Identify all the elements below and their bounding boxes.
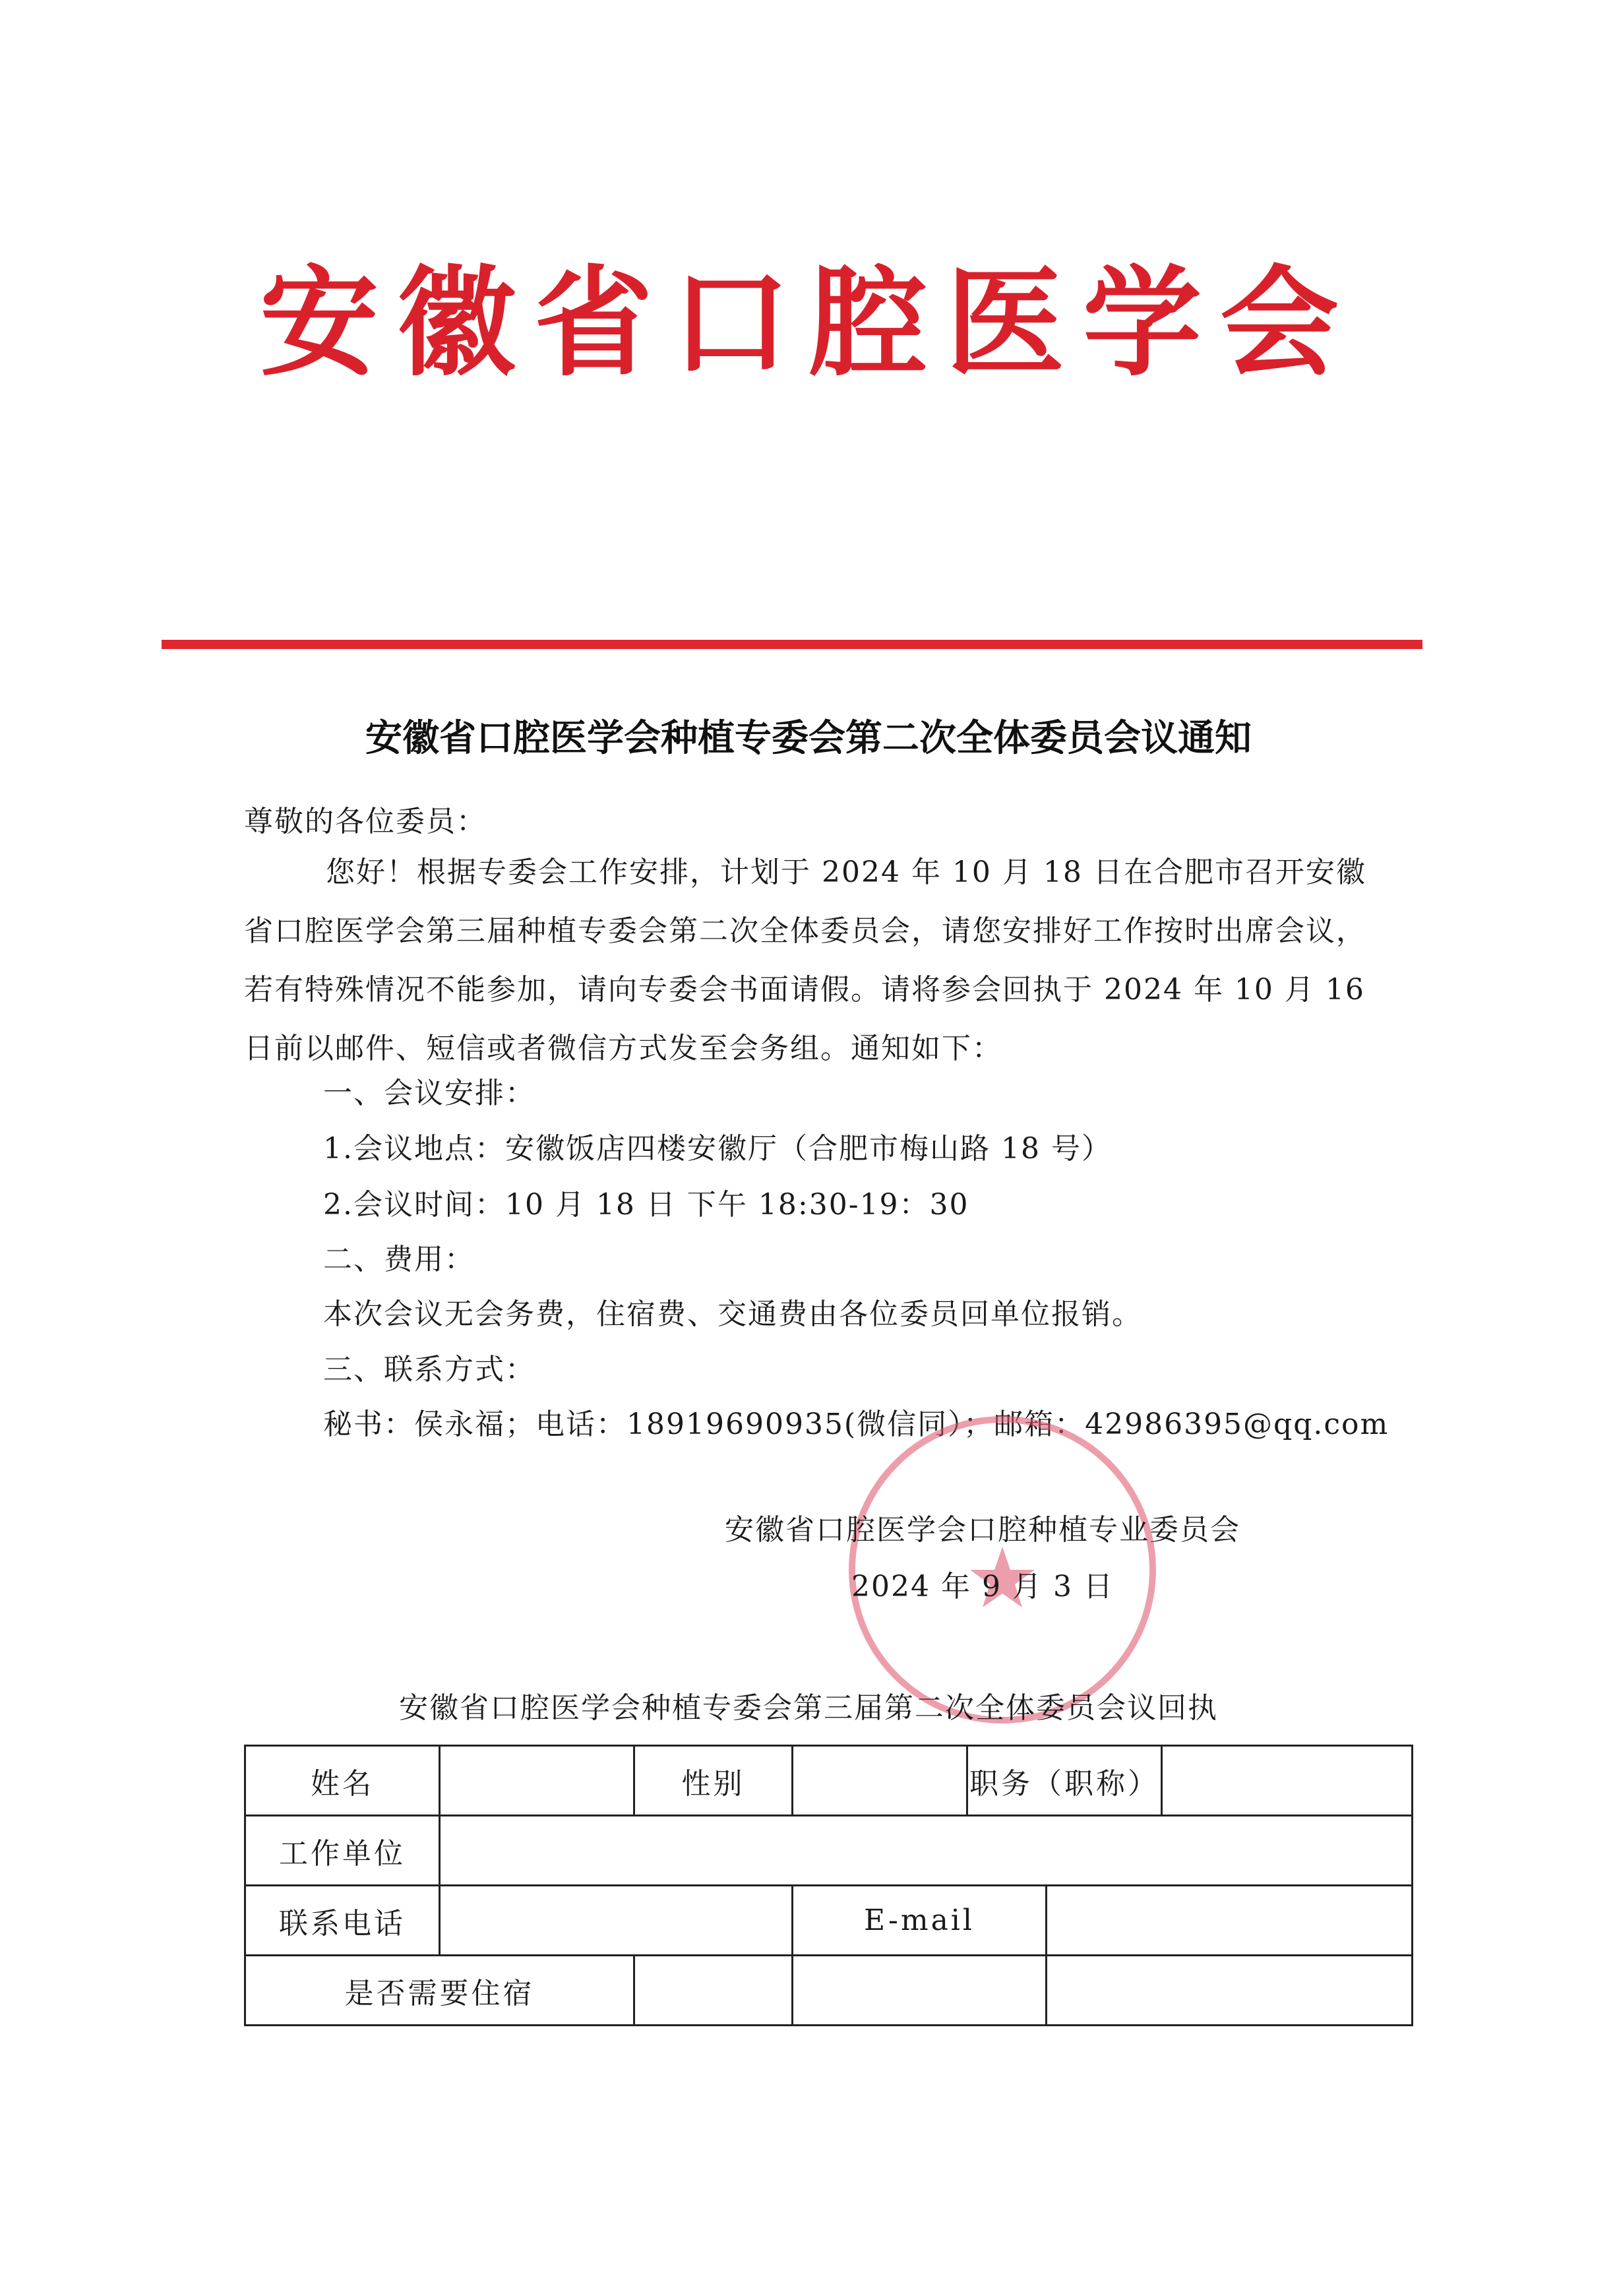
- notice-title: 安徽省口腔医学会种植专委会第二次全体委员会议通知: [365, 717, 1252, 760]
- position-label: 职务（职称）: [967, 1746, 1162, 1816]
- venue-item: 1.会议地点：安徽饭店四楼安徽厅（合肥市梅山路 18 号）: [323, 1132, 1112, 1165]
- fee-text: 本次会议无会务费，住宿费、交通费由各位委员回单位报销。: [323, 1297, 1142, 1331]
- name-label: 姓名: [245, 1746, 440, 1816]
- work-unit-label: 工作单位: [245, 1816, 440, 1886]
- section3-heading: 三、联系方式：: [323, 1353, 535, 1386]
- contact-line: 秘书：侯永福；电话：18919690935(微信同）；邮箱：42986395@qq.com: [323, 1408, 1389, 1441]
- lodging-cell-1[interactable]: [634, 1956, 793, 2026]
- gender-cell[interactable]: [793, 1746, 967, 1816]
- gender-label: 性别: [634, 1746, 793, 1816]
- work-unit-cell[interactable]: [440, 1816, 1413, 1886]
- lodging-cell-3[interactable]: [1047, 1956, 1413, 2026]
- receipt-title: 安徽省口腔医学会种植专委会第三届第二次全体委员会议回执: [399, 1691, 1218, 1725]
- phone-label: 联系电话: [245, 1886, 440, 1956]
- org-header: 安徽省口腔医学会: [259, 253, 1357, 392]
- phone-cell[interactable]: [440, 1886, 793, 1956]
- receipt-table: [244, 1745, 1413, 2026]
- position-cell[interactable]: [1162, 1746, 1413, 1816]
- red-divider: [162, 640, 1422, 649]
- name-cell[interactable]: [440, 1746, 634, 1816]
- section2-heading: 二、费用：: [323, 1243, 475, 1276]
- time-item: 2.会议时间：10 月 18 日 下午 18:30-19：30: [323, 1188, 969, 1222]
- signature-org: 安徽省口腔医学会口腔种植专业委员会: [725, 1513, 1240, 1547]
- salutation: 尊敬的各位委员：: [244, 805, 487, 838]
- table-row: [245, 1816, 1413, 1886]
- table-row: [245, 1886, 1413, 1956]
- signature-date: 2024 年 9 月 3 日: [851, 1570, 1114, 1603]
- section1-heading: 一、会议安排：: [323, 1076, 535, 1110]
- lodging-cell-2[interactable]: [793, 1956, 1047, 2026]
- lodging-label: 是否需要住宿: [245, 1956, 634, 2026]
- email-label: E-mail: [793, 1886, 1047, 1956]
- table-row: [245, 1956, 1413, 2026]
- email-cell[interactable]: [1047, 1886, 1413, 1956]
- intro-paragraph: 您好！根据专委会工作安排，计划于 2024 年 10 月 18 日在合肥市召开安徽省口腔医学会第三届种植专委会第二次全体委员会，请您安排好工作按时出席会议，若有特殊情况不能参加，请向专委会书面请假。请将参会回执于 2024 年 10 月 16 日前以邮件、短信或者微信方式发至会务组。通知如下：: [244, 855, 1366, 1065]
- table-row: [245, 1746, 1413, 1816]
